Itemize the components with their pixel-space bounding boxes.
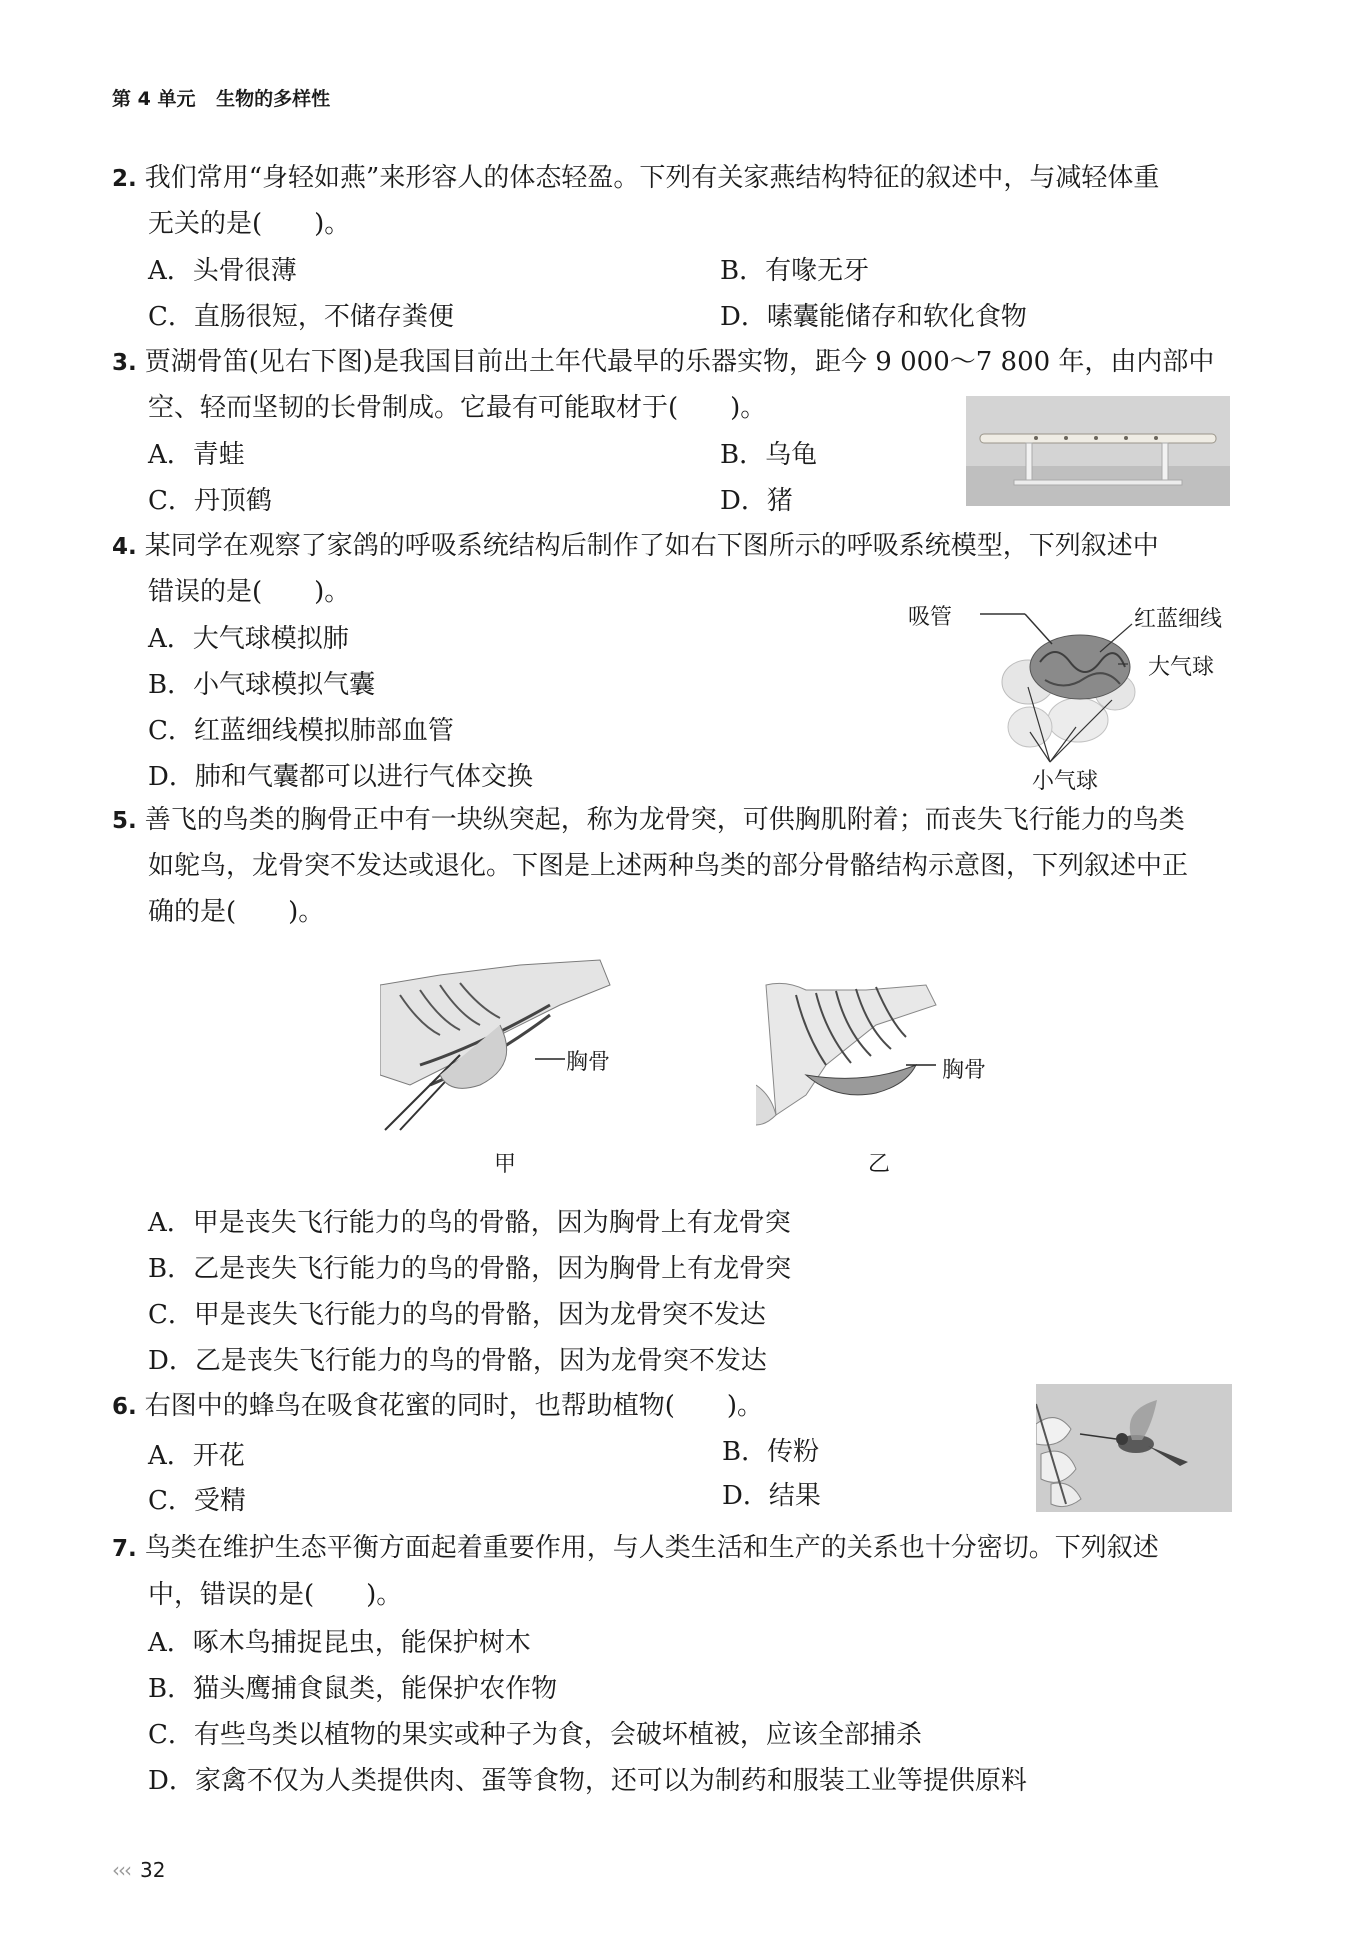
skeleton-figure-a <box>380 955 630 1135</box>
question-number: 6. <box>112 1394 137 1420</box>
page-number: 32 <box>140 1858 166 1882</box>
label-big-balloon: 大气球 <box>1148 655 1215 680</box>
chevron-left-icon: ‹‹‹ <box>112 1858 130 1882</box>
option-c[interactable]: C．受精 <box>148 1486 246 1516</box>
option-d[interactable]: D．结果 <box>722 1481 821 1511</box>
option-c[interactable]: C．甲是丧失飞行能力的鸟的骨骼，因为龙骨突不发达 <box>148 1300 766 1330</box>
question-text-cont: 如鸵鸟，龙骨突不发达或退化。下图是上述两种鸟类的部分骨骼结构示意图，下列叙述中正 <box>148 851 1189 881</box>
question-number: 2. <box>112 166 137 192</box>
question-text: 某同学在观察了家鸽的呼吸系统结构后制作了如右下图所示的呼吸系统模型，下列叙述中 <box>144 531 1159 561</box>
question-number: 7. <box>112 1536 137 1562</box>
option-b[interactable]: B．乙是丧失飞行能力的鸟的骨骼，因为胸骨上有龙骨突 <box>148 1254 792 1284</box>
option-b[interactable]: B．乌龟 <box>720 440 818 470</box>
question-text-cont: 错误的是( )。 <box>148 577 351 607</box>
label-threads: 红蓝细线 <box>1134 607 1223 632</box>
label-straw: 吸管 <box>908 605 953 630</box>
option-b[interactable]: B．小气球模拟气囊 <box>148 670 376 700</box>
question-text-cont: 中，错误的是( )。 <box>148 1580 403 1610</box>
label-small-balloon: 小气球 <box>1032 769 1099 794</box>
option-a[interactable]: A．甲是丧失飞行能力的鸟的骨骼，因为胸骨上有龙骨突 <box>148 1208 791 1238</box>
caption-a: 甲 <box>494 1152 517 1177</box>
question-number: 3. <box>112 350 137 376</box>
option-a[interactable]: A．开花 <box>148 1441 245 1471</box>
hummingbird-photo <box>1036 1384 1232 1512</box>
option-b[interactable]: B．猫头鹰捕食鼠类，能保护农作物 <box>148 1674 558 1704</box>
option-d[interactable]: D．猪 <box>720 486 793 516</box>
option-d[interactable]: D．嗉囊能储存和软化食物 <box>720 302 1027 332</box>
question-6 <box>112 1383 763 1430</box>
unit-title: 生物的多样性 <box>216 88 331 110</box>
bone-flute-photo <box>966 396 1230 506</box>
label-sternum-b: 胸骨 <box>942 1058 987 1083</box>
option-b[interactable]: B．传粉 <box>722 1437 820 1467</box>
question-3 <box>112 339 1214 386</box>
option-d[interactable]: D．肺和气囊都可以进行气体交换 <box>148 762 533 792</box>
option-a[interactable]: A．大气球模拟肺 <box>148 624 349 654</box>
page-header <box>112 84 330 111</box>
question-number: 4. <box>112 534 137 560</box>
option-a[interactable]: A．啄木鸟捕捉昆虫，能保护树木 <box>148 1628 531 1658</box>
question-text: 鸟类在维护生态平衡方面起着重要作用，与人类生活和生产的关系也十分密切。下列叙述 <box>144 1533 1159 1563</box>
question-number: 5. <box>112 808 137 834</box>
question-text-cont: 确的是( )。 <box>148 897 325 927</box>
option-c[interactable]: C．有些鸟类以植物的果实或种子为食，会破坏植被，应该全部捕杀 <box>148 1720 922 1750</box>
question-2 <box>112 155 1159 202</box>
option-b[interactable]: B．有喙无牙 <box>720 256 870 286</box>
question-7 <box>112 1525 1159 1572</box>
option-d[interactable]: D．家禽不仅为人类提供肉、蛋等食物，还可以为制药和服装工业等提供原料 <box>148 1766 1027 1796</box>
question-text: 善飞的鸟类的胸骨正中有一块纵突起，称为龙骨突，可供胸肌附着；而丧失飞行能力的鸟类 <box>144 805 1185 835</box>
question-4 <box>112 523 1159 570</box>
option-c[interactable]: C．丹顶鹤 <box>148 486 272 516</box>
option-d[interactable]: D．乙是丧失飞行能力的鸟的骨骼，因为龙骨突不发达 <box>148 1346 767 1376</box>
question-text-cont: 无关的是( )。 <box>148 209 351 239</box>
skeleton-figure-b <box>756 975 996 1135</box>
question-5 <box>112 797 1185 844</box>
respiratory-model-figure <box>900 592 1240 802</box>
question-text-cont: 空、轻而坚韧的长骨制成。它最有可能取材于( )。 <box>148 393 767 423</box>
caption-b: 乙 <box>868 1152 891 1177</box>
option-c[interactable]: C．红蓝细线模拟肺部血管 <box>148 716 454 746</box>
option-a[interactable]: A．头骨很薄 <box>148 256 297 286</box>
label-sternum-a: 胸骨 <box>566 1050 611 1075</box>
option-a[interactable]: A．青蛙 <box>148 440 245 470</box>
page-footer <box>112 1858 165 1882</box>
question-text: 右图中的蜂鸟在吸食花蜜的同时，也帮助植物( )。 <box>144 1391 764 1421</box>
question-text: 贾湖骨笛(见右下图)是我国目前出土年代最早的乐器实物，距今 9 000～7 800 年，由内部中 <box>144 347 1215 377</box>
option-c[interactable]: C．直肠很短，不储存粪便 <box>148 302 454 332</box>
question-text: 我们常用“身轻如燕”来形容人的体态轻盈。下列有关家燕结构特征的叙述中，与减轻体重 <box>144 163 1160 193</box>
unit-label: 第 4 单元 <box>112 88 196 110</box>
